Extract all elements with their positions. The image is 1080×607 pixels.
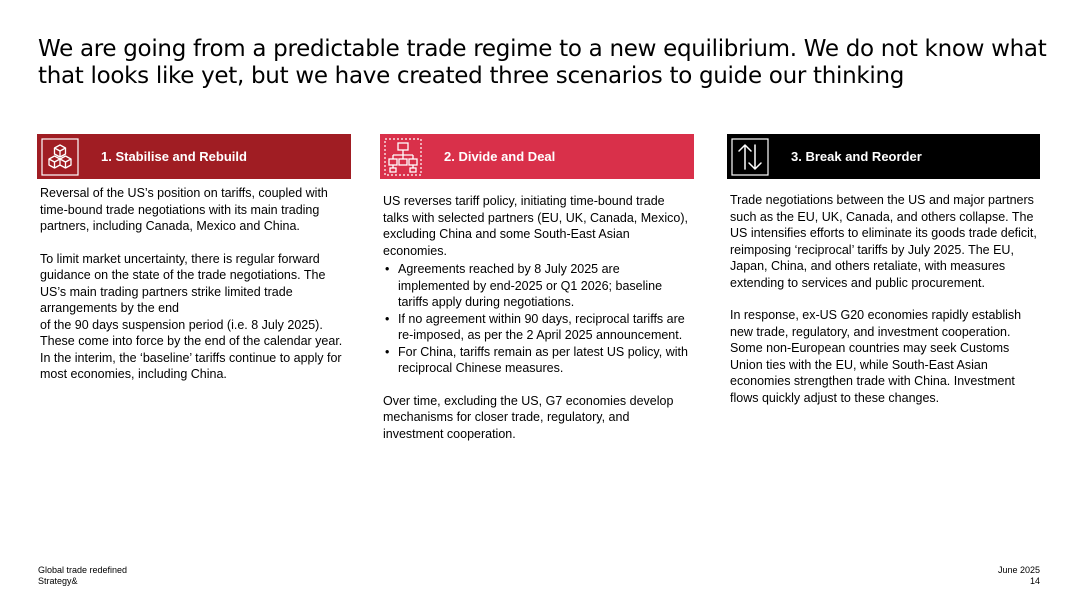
arrows-up-down-icon	[731, 138, 769, 176]
list-item: • If no agreement within 90 days, reciprocal tariffs are re-imposed, as per the 2 April 2025 announcement.	[383, 311, 692, 344]
scenario-2-intro: US reverses tariff policy, initiating time-bound trade talks with selected partners (EU, UK, Canada, Mexico), excluding China and some South-East Asian economies.	[383, 194, 688, 258]
scenario-1-paragraph-3: of the 90 days suspension period (i.e. 8 July 2025). These come into force by the end of the calendar year. In the interim, the ‘baseline’ tariffs continue to apply for most economies, including China.	[40, 317, 343, 381]
scenario-3-paragraph-1: Trade negotiations between the US and major partners such as the EU, UK, Canada, and others collapse. The US intensifies efforts to eliminate its goods trade deficit, reimposing ‘reciprocal’ tariffs by July 2025. The EU, Japan, China, and others retaliate, with measures extending to services and public procurement.	[730, 193, 1037, 290]
scenario-1-paragraph-1: Reversal of the US’s position on tariffs, coupled with time-bound trade negotiations with its main trading partners, including Canada, Mexico and China.	[40, 186, 328, 233]
scenario-2-body	[380, 193, 694, 442]
page-title	[38, 36, 1048, 90]
org-chart-icon	[384, 138, 422, 176]
scenario-stabilise-and-rebuild	[37, 134, 351, 383]
cubes-icon	[41, 138, 79, 176]
footer-date: June 2025	[997, 565, 1040, 575]
title-line-1: We are going from a predictable trade regime to a new equilibrium. We do not know what	[38, 36, 1047, 62]
scenario-2-bullet-list	[383, 261, 692, 377]
scenario-3-body	[727, 192, 1040, 406]
scenario-divide-and-deal	[380, 134, 694, 442]
list-item: • For China, tariffs remain as per latest US policy, with reciprocal Chinese measures.	[383, 344, 692, 377]
scenario-1-header	[37, 134, 351, 179]
scenario-3-heading: 3. Break and Reorder	[791, 149, 922, 164]
footer-brand: Strategy&	[38, 576, 78, 586]
scenario-2-closing: Over time, excluding the US, G7 economies develop mechanisms for closer trade, regulatory, and investment cooperation.	[383, 393, 674, 441]
footer-document-title: Global trade redefined	[38, 565, 128, 575]
scenario-2-header	[380, 134, 694, 179]
title-line-2: that looks like yet, but we have created three scenarios to guide our thinking	[38, 63, 905, 89]
footer-right	[998, 565, 1040, 587]
list-item: • Agreements reached by 8 July 2025 are implemented by end-2025 or Q1 2026; baseline tariffs apply during negotiations.	[383, 261, 692, 311]
scenario-3-paragraph-2: In response, ex-US G20 economies rapidly establish new trade, regulatory, and investment cooperation. Some non-European countries may seek Customs Union ties with the EU, while South-East Asian economies strengthen trade with China. Investment flows quickly adjust to these changes.	[730, 308, 1022, 405]
scenario-3-header	[727, 134, 1040, 179]
scenario-2-heading: 2. Divide and Deal	[444, 149, 556, 164]
page-number: 14	[1029, 576, 1040, 586]
scenario-1-heading: 1. Stabilise and Rebuild	[101, 149, 247, 164]
scenario-break-and-reorder	[727, 134, 1040, 406]
scenario-1-body	[37, 185, 351, 383]
footer-left	[38, 565, 127, 587]
scenario-1-paragraph-2: To limit market uncertainty, there is regular forward guidance on the state of the trade negotiations. The US’s main trading partners strike limited trade arrangements by the end	[40, 251, 326, 315]
